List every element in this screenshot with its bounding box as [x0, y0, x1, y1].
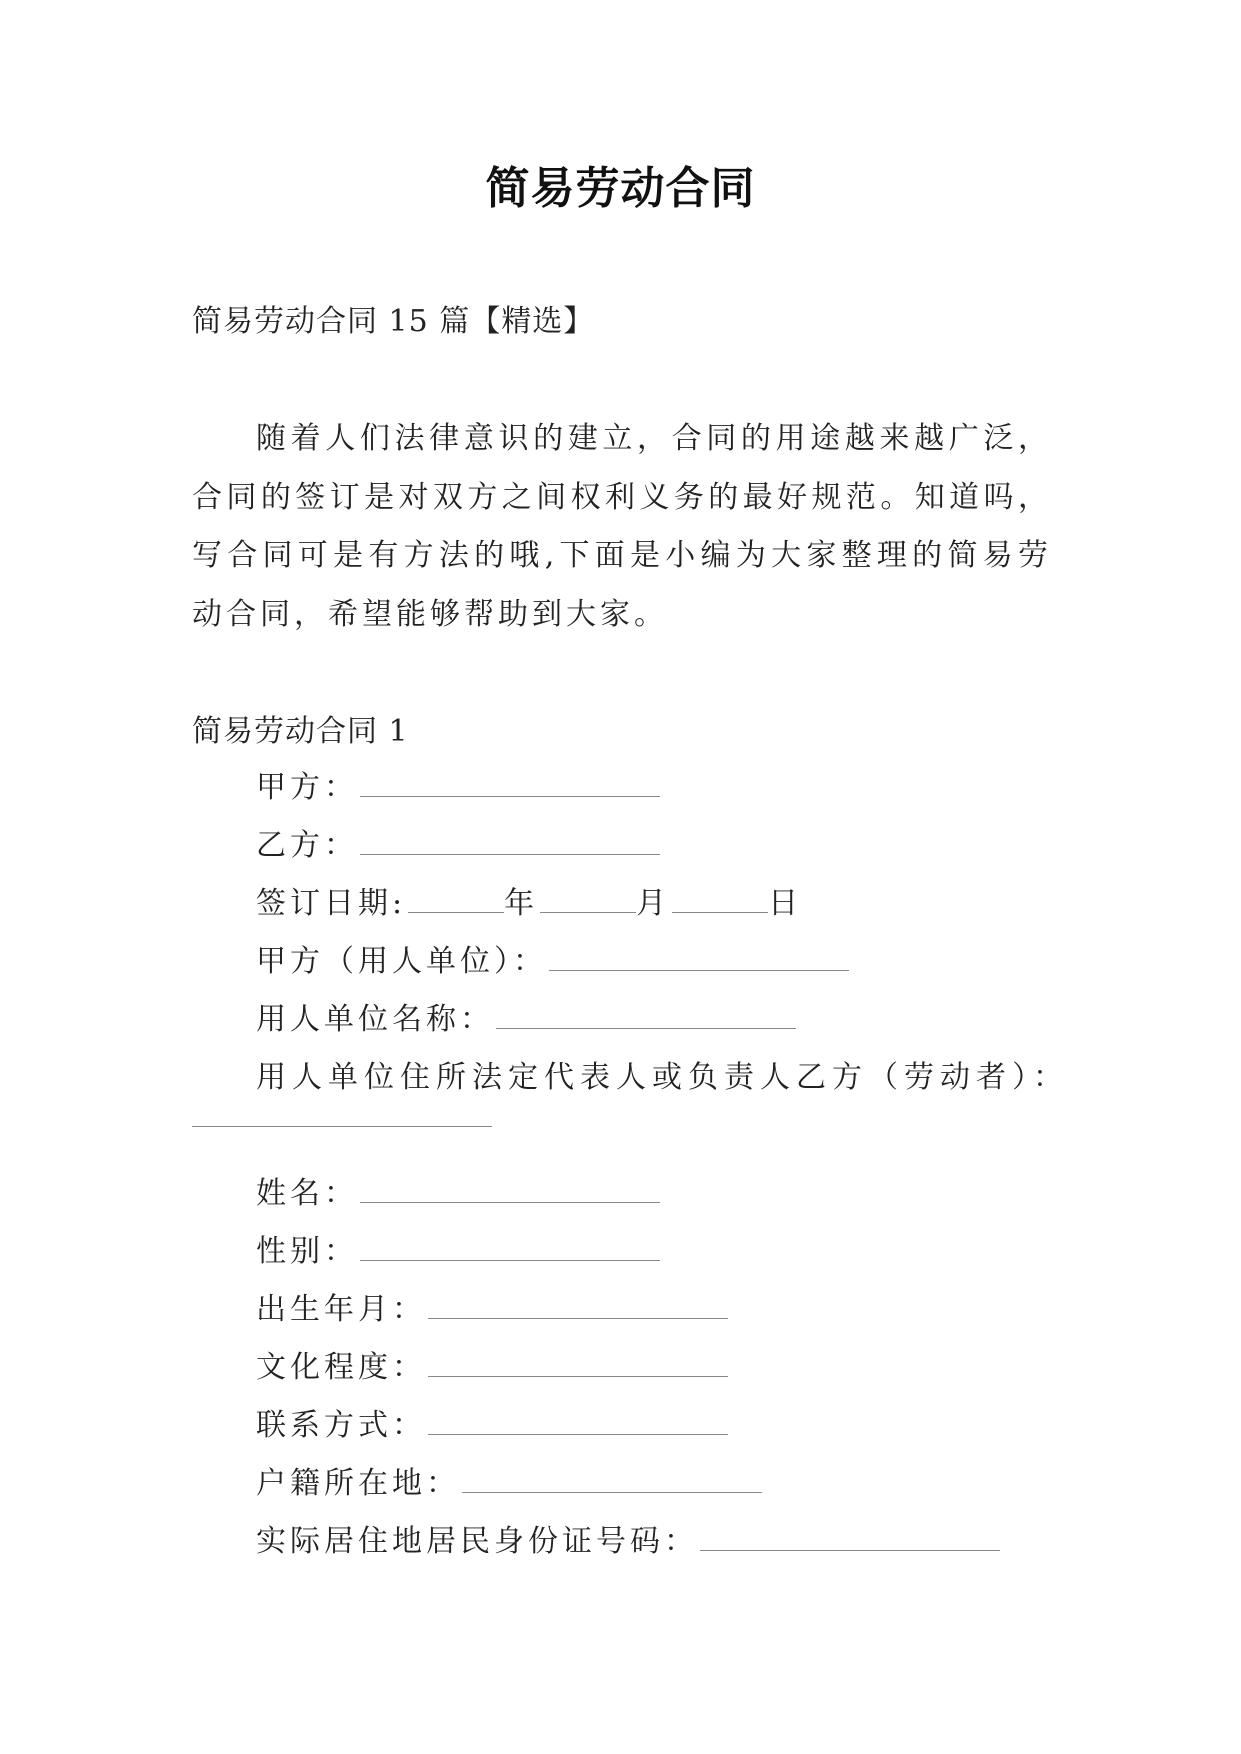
residence-id-blank [700, 1524, 1000, 1551]
party-b-line [256, 820, 660, 864]
day-label: 日 [768, 886, 803, 921]
name-label: 姓名： [256, 1176, 358, 1211]
document-subtitle: 简易劳动合同 15 篇【精选】 [192, 304, 595, 339]
worker-blank [192, 1126, 492, 1127]
birth-blank [428, 1292, 728, 1319]
birth-line [256, 1284, 728, 1328]
contact-label: 联系方式： [256, 1408, 426, 1443]
party-b-blank [360, 828, 660, 855]
employer-label: 甲方（用人单位）： [256, 944, 547, 979]
gender-blank [360, 1234, 660, 1261]
education-label: 文化程度： [256, 1350, 426, 1385]
gender-label: 性别： [256, 1234, 358, 1269]
employer-blank [549, 944, 849, 971]
employer-address-label: 用人单位住所法定代表人或负责人乙方（劳动者）： [256, 1060, 1069, 1095]
document-title: 简易劳动合同 [485, 163, 756, 214]
year-blank [408, 886, 504, 913]
gender-line [256, 1226, 660, 1270]
sign-date-label: 签订日期: [256, 886, 407, 921]
name-line [256, 1168, 660, 1212]
day-blank [672, 886, 768, 913]
party-a-line [256, 762, 660, 806]
month-label: 月 [636, 886, 671, 921]
birth-label: 出生年月： [256, 1292, 426, 1327]
contact-blank [428, 1408, 728, 1435]
employer-name-line [256, 994, 796, 1038]
contact-line [256, 1400, 728, 1444]
household-blank [462, 1466, 762, 1493]
education-line [256, 1342, 728, 1386]
sign-date-line [256, 878, 802, 922]
employer-address-line [256, 1052, 1069, 1096]
party-a-label: 甲方： [256, 770, 358, 805]
household-label: 户籍所在地： [256, 1466, 460, 1501]
household-line [256, 1458, 762, 1502]
employer-name-blank [496, 1002, 796, 1029]
year-label: 年 [504, 886, 539, 921]
name-blank [360, 1176, 660, 1203]
intro-paragraph: 随着人们法律意识的建立，合同的用途越来越广泛，合同的签订是对双方之间权利义务的最好规范。知道吗，写合同可是有方法的哦,下面是小编为大家整理的简易劳动合同，希望能够帮助到大家。 [192, 421, 1052, 632]
employer-line [256, 936, 849, 980]
residence-id-line [256, 1516, 1000, 1560]
section-title: 简易劳动合同 1 [192, 714, 409, 749]
party-b-label: 乙方： [256, 828, 358, 863]
party-a-blank [360, 770, 660, 797]
month-blank [540, 886, 636, 913]
education-blank [428, 1350, 728, 1377]
residence-id-label: 实际居住地居民身份证号码： [256, 1524, 698, 1559]
employer-name-label: 用人单位名称： [256, 1002, 494, 1037]
